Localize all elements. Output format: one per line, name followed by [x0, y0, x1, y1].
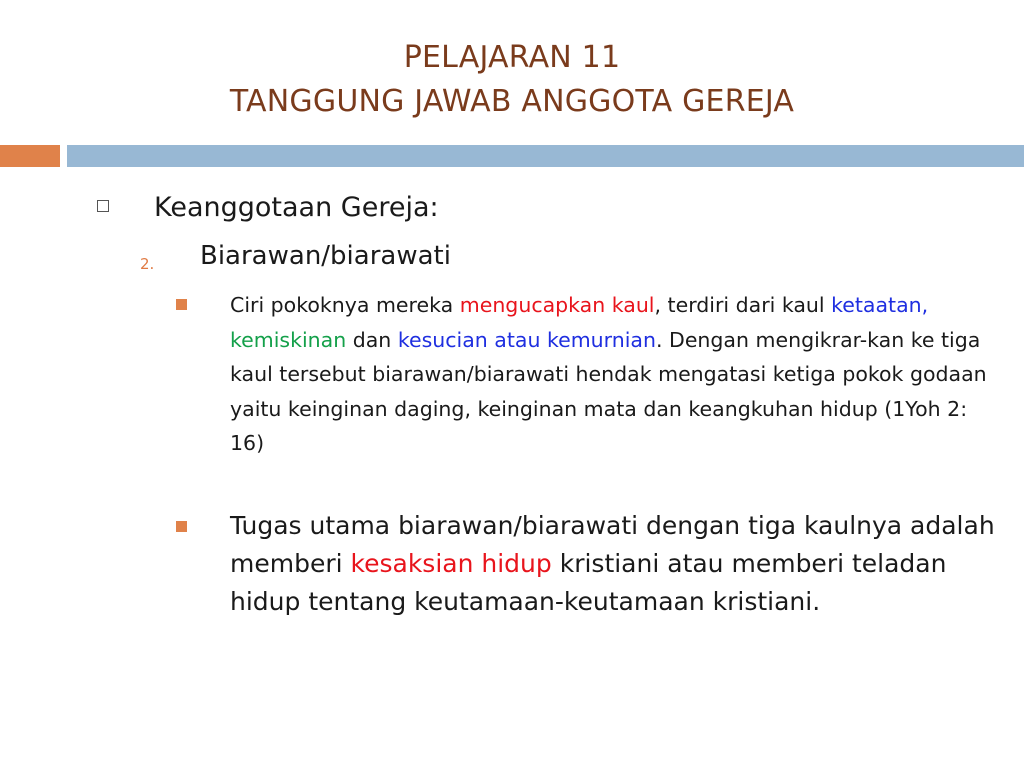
bullet-level-2-text: Biarawan/biarawati	[200, 241, 451, 271]
text-run: . Dengan mengikrar-kan ke tiga kaul tersebut biarawan/biarawati hendak mengatasi ketiga pokok godaan yaitu keinginan daging, keinginan mata dan keangkuhan hidup (1Yoh 2: 16)	[230, 327, 987, 455]
filled-square-icon	[176, 299, 187, 310]
bullet-level-1-text: Keanggotaan Gereja:	[154, 192, 439, 223]
highlight-blue-text: kesucian atau kemurnian	[397, 327, 656, 352]
bullet-item-2-text	[230, 507, 1005, 621]
filled-square-icon	[176, 521, 187, 532]
highlight-blue-text: ketaatan,	[831, 293, 929, 317]
highlight-red-text: kesaksian hidup	[350, 549, 552, 578]
text-run: kristiani atau memberi teladan hidup tentang keutamaan-keutamaan kristiani.	[230, 549, 947, 616]
accent-bar-orange	[0, 145, 60, 167]
title-line-1: PELAJARAN 11	[403, 40, 621, 75]
list-number: 2.	[140, 255, 155, 273]
slide-title	[0, 36, 1024, 124]
highlight-red-text: mengucapkan kaul	[459, 293, 655, 317]
text-run: , terdiri dari kaul	[654, 293, 832, 317]
text-run: Ciri pokoknya mereka	[230, 293, 460, 317]
text-run: Tugas utama biarawan/biarawati dengan tiga kaulnya adalah memberi	[230, 511, 995, 578]
bullet-item-1-text	[230, 288, 1005, 461]
title-line-2: TANGGUNG JAWAB ANGGOTA GEREJA	[229, 84, 795, 119]
accent-bar-blue	[67, 145, 1024, 167]
text-run: dan	[346, 327, 398, 352]
hollow-square-icon	[97, 200, 109, 212]
highlight-green-text: kemiskinan	[230, 327, 347, 352]
